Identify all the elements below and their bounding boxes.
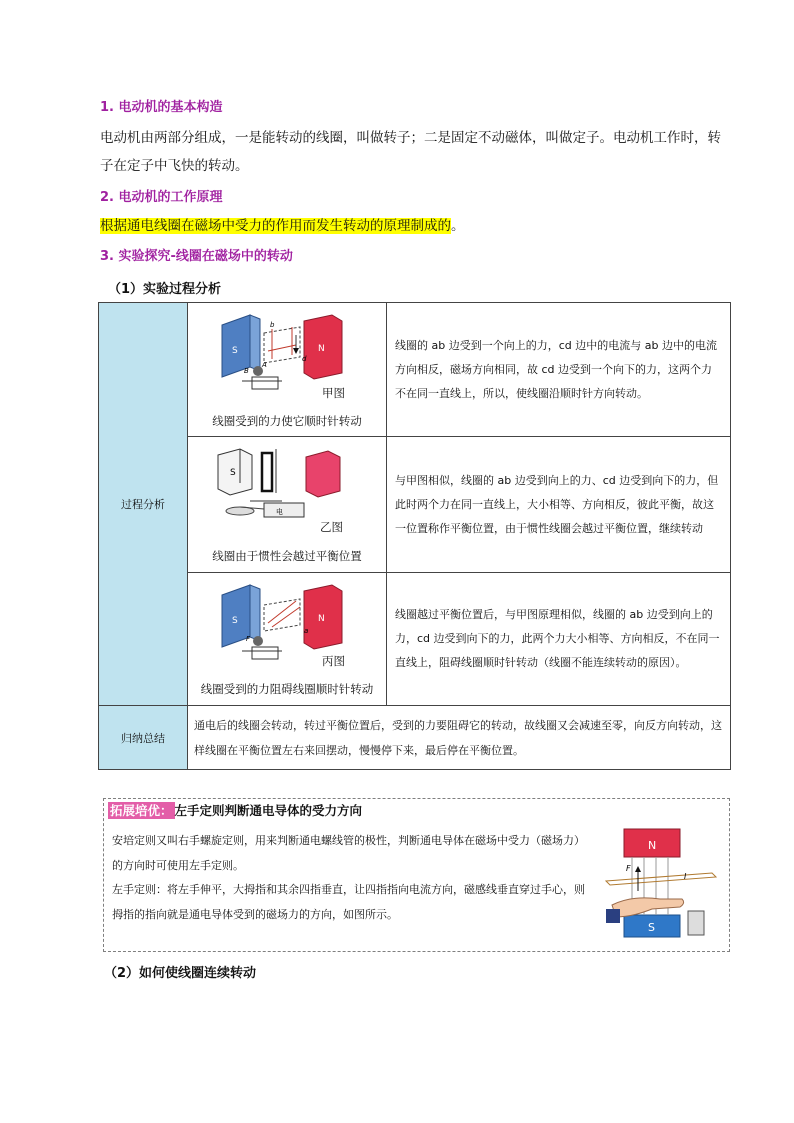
label-b-jia: b (270, 321, 275, 329)
s-pole-label-hand: S (648, 921, 655, 934)
label-A-jia: A (262, 361, 267, 369)
label-B-jia: B (244, 367, 249, 375)
subsection-1-title: （1）实验过程分析 (108, 282, 222, 297)
n-pole-label-hand: N (648, 839, 657, 852)
description-bing: 线圈越过平衡位置后，与甲图原理相似，线圈的 ab 边受到向上的力，cd 边受到向下的力，此两个力大小相等、方向相反，不在同一直线上，阻碍线圈顺时针转动（线圈不能连续转动的原因）。 (387, 573, 731, 706)
extension-paragraph-1: 安培定则又叫右手螺旋定则，用来判断通电螺线管的极性，判断通电导体在磁场中受力（磁场力）的方向时可使用左手定则。 (112, 834, 585, 872)
extension-box (103, 798, 730, 952)
summary-text: 通电后的线圈会转动，转过平衡位置后，受到的力要阻碍它的转动，故线圈又会减速至零，向反方向转动，这样线圈在平衡位置左右来回摆动，慢慢停下来，最后停在平衡位置。 (188, 706, 731, 770)
left-hand-rule-figure (602, 825, 720, 943)
experiment-table (98, 302, 731, 770)
extension-tag: 拓展培优： (110, 803, 173, 818)
figure-label-jia: 甲图 (322, 386, 345, 400)
motor-figure-yi (210, 443, 360, 527)
figure-caption-bing: 线圈受到的力阻碍线圈顺时针转动 (200, 682, 374, 696)
force-label-hand: F (626, 864, 631, 873)
figure-label-bing: 丙图 (322, 654, 345, 668)
figure-caption-jia: 线圈受到的力使它顺时针转动 (212, 414, 362, 428)
figure-cell-yi (188, 437, 387, 573)
extension-paragraphs (112, 829, 587, 927)
description-jia: 线圈的 ab 边受到一个向上的力，cd 边中的电流与 ab 边中的电流方向相反，磁场方向相同，故 cd 边受到一个向下的力，这两个力不在同一直线上，所以，使线圈沿顺时针方向转动。 (387, 303, 731, 437)
s-pole-label-jia: S (232, 346, 238, 356)
n-pole-label-bing: N (318, 614, 325, 624)
s-pole-label-bing: S (232, 616, 238, 626)
section-2-title: 2. 电动机的工作原理 (100, 190, 223, 205)
current-label-hand: I (684, 872, 687, 881)
figure-cell-bing (188, 573, 387, 706)
motor-figure-jia (212, 311, 362, 393)
description-yi: 与甲图相似，线圈的 ab 边受到向上的力、cd 边受到向下的力，但此时两个力在同一直线上，大小相等、方向相反，彼此平衡，故这一位置称作平衡位置，由于惯性线圈会越过平衡位置，继续转动 (387, 437, 731, 573)
side-label-process: 过程分析 (99, 303, 188, 706)
section-3-title: 3. 实验探究-线圈在磁场中的转动 (100, 249, 293, 264)
battery-label-yi: 电 (276, 508, 283, 516)
label-d-jia: d (302, 355, 307, 363)
principle-end: 。 (451, 218, 465, 234)
figure-caption-yi: 线圈由于惯性会越过平衡位置 (212, 549, 362, 563)
motor-figure-bing (212, 581, 362, 663)
subsection-2-title: （2）如何使线圈连续转动 (104, 966, 257, 981)
extension-title (108, 801, 362, 819)
figure-cell-jia (188, 303, 387, 437)
section-1-text: 电动机由两部分组成，一是能转动的线圈，叫做转子；二是固定不动磁体，叫做定子。电动机工作时，转子在定子中飞快的转动。 (100, 130, 721, 174)
label-a-bing: a (304, 627, 309, 635)
section-2-text (100, 212, 730, 240)
extension-paragraph-2: 左手定则：将左手伸平，大拇指和其余四指垂直，让四指指向电流方向，磁感线垂直穿过手心，则拇指的指向就是通电导体受到的磁场力的方向，如图所示。 (112, 883, 585, 921)
extension-heading: 左手定则判断通电导体的受力方向 (174, 803, 363, 818)
side-label-summary: 归纳总结 (99, 706, 188, 770)
n-pole-label-jia: N (318, 344, 325, 354)
s-pole-label-yi: S (230, 468, 236, 478)
figure-label-yi: 乙图 (320, 520, 343, 534)
highlighted-principle: 根据通电线圈在磁场中受力的作用而发生转动的原理制成的 (100, 218, 451, 234)
section-1-title: 1. 电动机的基本构造 (100, 100, 223, 115)
label-F-bing: F (246, 635, 251, 643)
